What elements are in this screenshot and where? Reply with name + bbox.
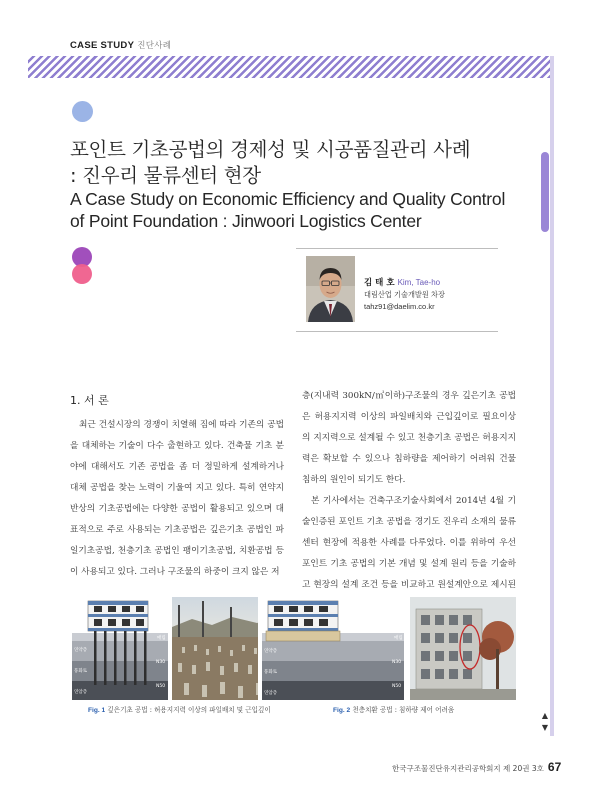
fig2-layer-soft-clay: 연약층 [264,649,278,654]
header-sublabel: 진단사례 [137,40,172,50]
fig1-caption [88,704,271,714]
title-korean-line2: : 진우리 물류센터 현장 [70,164,261,187]
fig2-label: Fig. 2 [333,707,351,714]
title-english [70,188,540,232]
author-email[interactable]: tahz91@daelim.co.kr [364,302,435,311]
fig1-pile-diagram [68,597,170,700]
title-korean [70,137,540,189]
fig1-n30-label: N30 [156,660,166,665]
fig2-layer-fill: 매립 [394,636,403,641]
fig1-label: Fig. 1 [88,707,106,714]
author-top-rule [296,248,498,249]
footer-journal: 한국구조물진단유지관리공학회지 제 20권 3호 [392,764,544,773]
fig1-n50-label: N50 [156,684,166,689]
fig2-caption [333,704,454,714]
decorative-pink-dot [72,264,92,284]
fig2-building-photo [410,597,516,700]
scroll-up-arrow-icon[interactable]: ▲ [541,711,549,720]
right-margin-rail [550,56,554,736]
author-photo [306,256,355,322]
author-name-english: Kim, Tae-ho [397,278,441,287]
scrollbar-thumb[interactable] [541,152,549,232]
author-name [364,276,440,288]
fig1-layer-fill: 매립 [157,636,166,641]
author-name-korean: 김 태 호 [364,278,395,288]
title-korean-line1: 포인트 기초공법의 경제성 및 시공품질관리 사례 [70,138,471,161]
fig2-shallow-diagram [258,597,408,700]
author-bottom-rule [296,331,498,332]
fig2-layer-weathered-rock: 연암층 [264,691,278,696]
fig2-n30-label: N30 [392,660,402,665]
scroll-down-arrow-icon[interactable]: ▼ [541,723,549,732]
body-right-paragraph-2: 본 기사에서는 건축구조기술사회에서 2014년 4월 기술인증된 포인트 기초 공법을 경기도 진우리 소재의 물류센터 현장에 적용한 사례를 다루었다. 이를 위하여 우선 포인트 기초 공법의 기본 개념 및 설계 원리 등을 기술하고 현장의 설계 조건 등을 비교하고 원설계안으로 제시된 [302,496,516,590]
section-title: 1. 서 론 [70,394,109,407]
body-right-paragraph-1: 층(지내력 300kN/㎡이하)구조물의 경우 깊은기초 공법은 허용지지력 이상의 파일배치와 근입깊이로 필요이상의 지지력으로 설계될 수 있고 천층기초 공법은 허용지지력은 확보할 수 있으나 침하량을 제어하기 어려워 건물 침하의 원인이 되기도 한다. [302,391,516,485]
author-affiliation: 대림산업 기술개발원 차장 [364,290,445,299]
fig2-caption-text: 천층치환 공법 : 침하량 제어 어려움 [352,706,455,714]
header-stripe-banner [28,56,550,78]
title-english-line1: A Case Study on Economic Efficiency and Quality Control [70,189,506,209]
footer-page-number: 67 [547,760,562,774]
body-left-column: 최근 건설시장의 경쟁이 치열해 짐에 따라 기존의 공법을 대체하는 기술이 다수 출현하고 있다. 건축물 기초 분야에 대해서도 기존 공법을 좀 더 정밀하게 설계하거나 대체 공법을 찾는 노력이 기울여 지고 있다. 특히 연약지반상의 기초공법에는 다양한 공법이 활용되고 있으며 대표적으로 주로 사용되는 기초공법은 깊은기초 공법인 파일기초공법, 천층기초 공법인 팽이기초공법, 치환공법 등이 사용되고 있다. 그러나 구조물의 하중이 크지 않은 저 [70,420,284,577]
fig2-n50-label: N50 [392,684,402,689]
header-label-text: CASE STUDY [70,40,135,51]
body-right-column [302,386,516,617]
fig2-layer-weathered-soil: 풍화토 [264,670,278,675]
fig1-caption-text: 깊은기초 공법 : 허용지지력 이상의 파일배치 및 근입깊이 [107,706,271,714]
fig1-layer-weathered-rock: 연암층 [74,690,88,695]
title-english-line2: of Point Foundation : Jinwoori Logistics Center [70,211,422,231]
fig1-layer-weathered-soil: 풍화토 [74,669,88,674]
page-footer [392,760,561,774]
fig1-layer-soft-clay: 연약층 [74,648,88,653]
decorative-blue-dot [72,101,93,122]
header-label [70,39,171,51]
